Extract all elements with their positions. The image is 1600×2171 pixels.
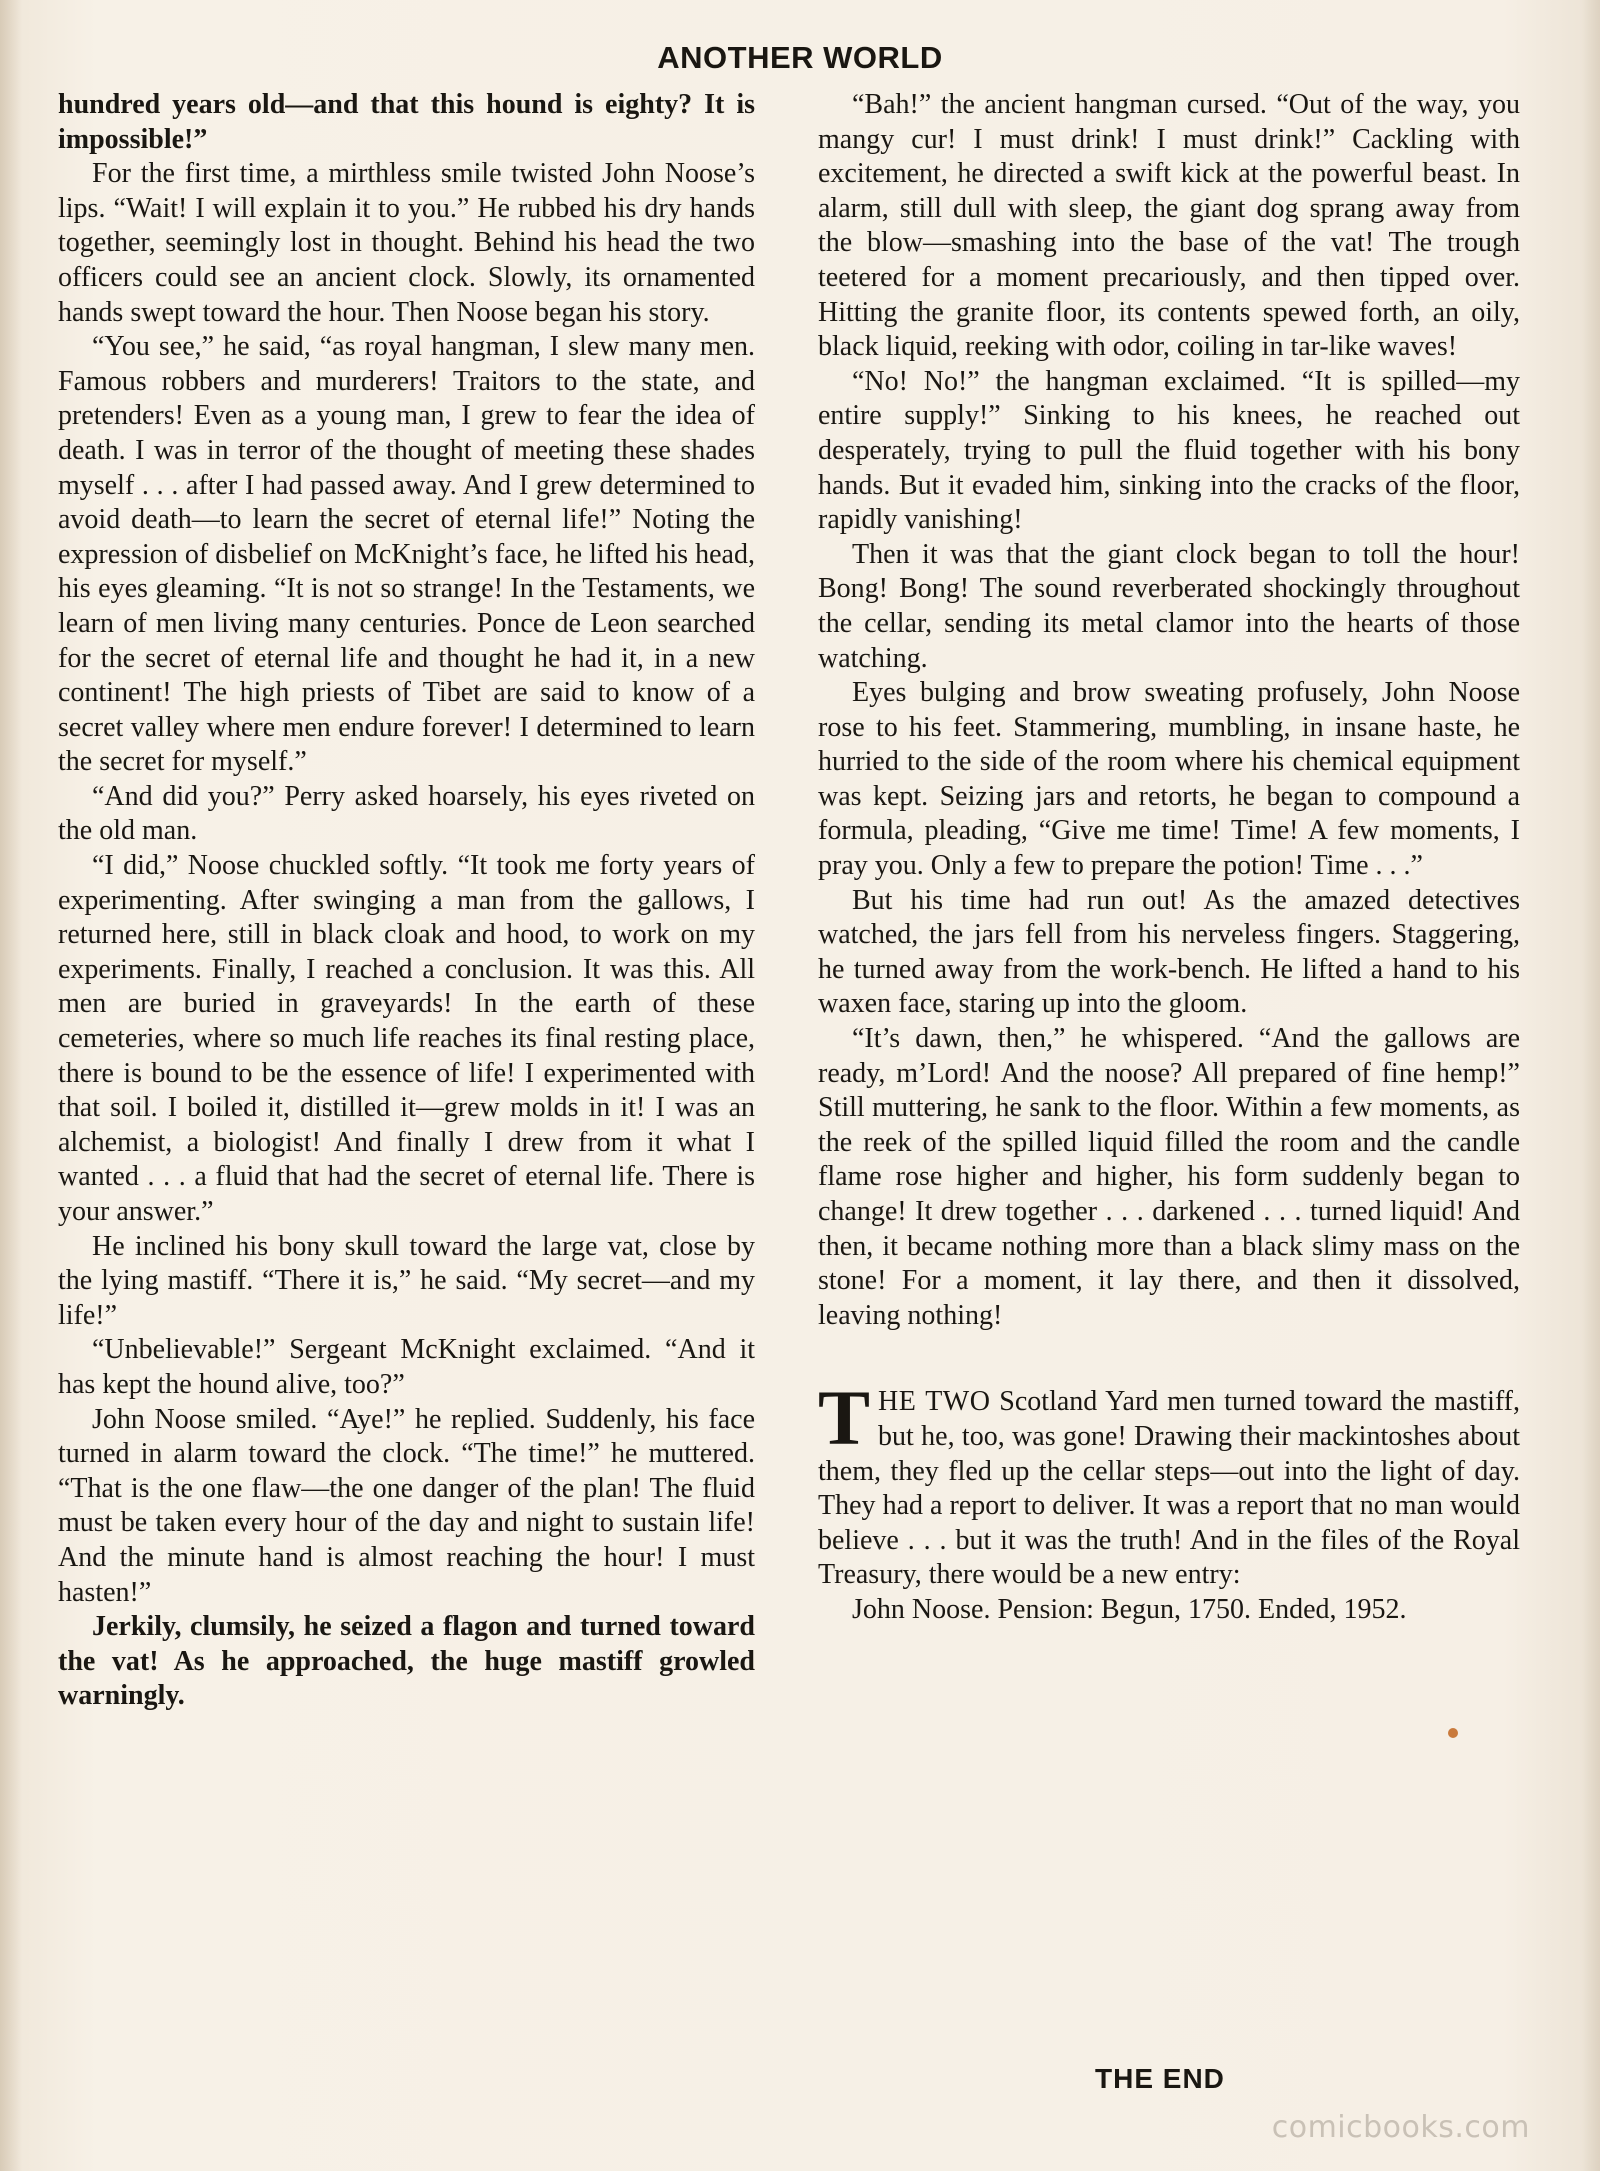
paragraph: John Noose smiled. “Aye!” he replied. Suddenly, his face turned in alarm toward the clock. “The time!” he muttered. “That is the one flaw—the one danger of the plan! The fluid must be taken every hour of the day and night to sustain life! And the minute hand is almost reaching the hour! I must hasten!” — [58, 1403, 755, 1608]
paragraph: “You see,” he said, “as royal hangman, I slew many men. Famous robbers and murderers! Traitors to the state, and pretenders! Even as a young man, I grew to fear the idea of death. I was in terror of the thought of meeting these shades myself . . . after I had passed away. And I grew determined to avoid death—to learn the secret of eternal life!” Noting the expression of disbelief on McKnight’s face, he lifted his head, his eyes gleaming. “It is not so strange! In the Testaments, we learn of men living many centuries. Ponce de Leon searched for the secret of eternal life and thought he had it, in a new continent! The high priests of Tibet are said to know of a secret valley where men endure forever! I determined to learn the secret for myself.” — [58, 331, 755, 778]
page-title: ANOTHER WORLD — [657, 40, 943, 75]
paragraph: For the first time, a mirthless smile twisted John Noose’s lips. “Wait! I will explain it to you.” He rubbed his dry hands together, seemingly lost in thought. Behind his head the two officers could see an ancient clock. Slowly, its ornamented hands swept toward the hour. Then Noose began his story. — [58, 158, 755, 328]
right-column — [818, 88, 1520, 1628]
paragraph: “Unbelievable!” Sergeant McKnight exclaimed. “And it has kept the hound alive, too?” — [58, 1334, 755, 1400]
paragraph: “Bah!” the ancient hangman cursed. “Out of the way, you mangy cur! I must drink! I must drink!” Cackling with excitement, he directed a swift kick at the powerful beast. In alarm, still dull with sleep, the giant dog sprang away from the blow—smashing into the base of the vat! The trough teetered for a moment precariously, and then tipped over. Hitting the granite floor, its contents spewed forth, an oily, black liquid, reeking with odor, coiling in tar-like waves! — [818, 89, 1520, 363]
closing-section — [818, 1374, 1520, 1627]
paragraph: “It’s dawn, then,” he whispered. “And the gallows are ready, m’Lord! And the noose? All prepared of fine hemp!” Still muttering, he sank to the floor. Within a few moments, as the reek of the spilled liquid filled the room and the candle flame rose higher and higher, his form suddenly began to change! It drew together . . . darkened . . . turned liquid! And then, it became nothing more than a black slimy mass on the stone! For a moment, it lay there, and then it dissolved, leaving nothing! — [818, 1023, 1520, 1331]
the-end-label: THE END — [1095, 2063, 1225, 2094]
page-shadow-right — [1582, 0, 1600, 2171]
ink-speck — [1448, 1728, 1458, 1738]
paragraph: “No! No!” the hangman exclaimed. “It is spilled—my entire supply!” Sinking to his knees, he reached out desperately, trying to pull the fluid together with his bony hands. But it evaded him, sinking into the cracks of the floor, rapidly vanishing! — [818, 365, 1520, 536]
paragraph: hundred years old—and that this hound is eighty? It is impossible!” — [58, 89, 755, 155]
closing-first-words: HE TWO — [878, 1386, 991, 1418]
paragraph: But his time had run out! As the amazed detectives watched, the jars fell from his nerveless fingers. Staggering, he turned away from the work-bench. He lifted a hand to his waxen face, staring up into the gloom. — [818, 884, 1520, 1020]
left-column — [58, 88, 755, 1714]
paragraph: He inclined his bony skull toward the large vat, close by the lying mastiff. “There it is,” he said. “My secret—and my life!” — [58, 1230, 755, 1331]
watermark: comicbooks.com — [1271, 2110, 1530, 2145]
paragraph: Then it was that the giant clock began to toll the hour! Bong! Bong! The sound reverberated shockingly throughout the cellar, sending its metal clamor into the hearts of those watching. — [818, 538, 1520, 674]
closing-entry: John Noose. Pension: Begun, 1750. Ended, 1952. — [852, 1593, 1407, 1625]
paragraph: “I did,” Noose chuckled softly. “It took me forty years of experimenting. After swinging a man from the gallows, I returned here, still in black cloak and hood, to work on my experiments. Finally, I reached a conclusion. It was this. All men are buried in graveyards! In the earth of these cemeteries, where so much life reaches its final resting place, there is bound to be the essence of life! I experimented with that soil. I boiled it, distilled it—grew molds in it! I was an alchemist, a biologist! And finally I drew from it what I wanted . . . a fluid that had the secret of eternal life. There is your answer.” — [58, 850, 755, 1227]
paragraph: “And did you?” Perry asked hoarsely, his eyes riveted on the old man. — [58, 780, 755, 847]
closing-text: Scotland Yard men turned toward the mastiff, but he, too, was gone! Drawing their mackintoshes about them, they fled up the cellar steps—out into the light of day. They had a report to deliver. It was a report that no man would believe . . . but it was the truth! And in the files of the Royal Treasury, there would be a new entry: — [818, 1386, 1520, 1591]
paragraph: Eyes bulging and brow sweating profusely, John Noose rose to his feet. Stammering, mumbling, in insane haste, he hurried to the side of the room where his chemical equipment was kept. Seizing jars and retorts, he began to compound a formula, pleading, “Give me time! Time! A few moments, I pray you. Only a few to prepare the potion! Time . . .” — [818, 677, 1520, 882]
closing-paragraph — [818, 1374, 1520, 1593]
drop-cap: T — [818, 1374, 871, 1462]
page-shadow-left — [0, 0, 22, 2171]
paragraph: Jerkily, clumsily, he seized a flagon and turned toward the vat! As he approached, the huge mastiff growled warningly. — [58, 1611, 755, 1712]
